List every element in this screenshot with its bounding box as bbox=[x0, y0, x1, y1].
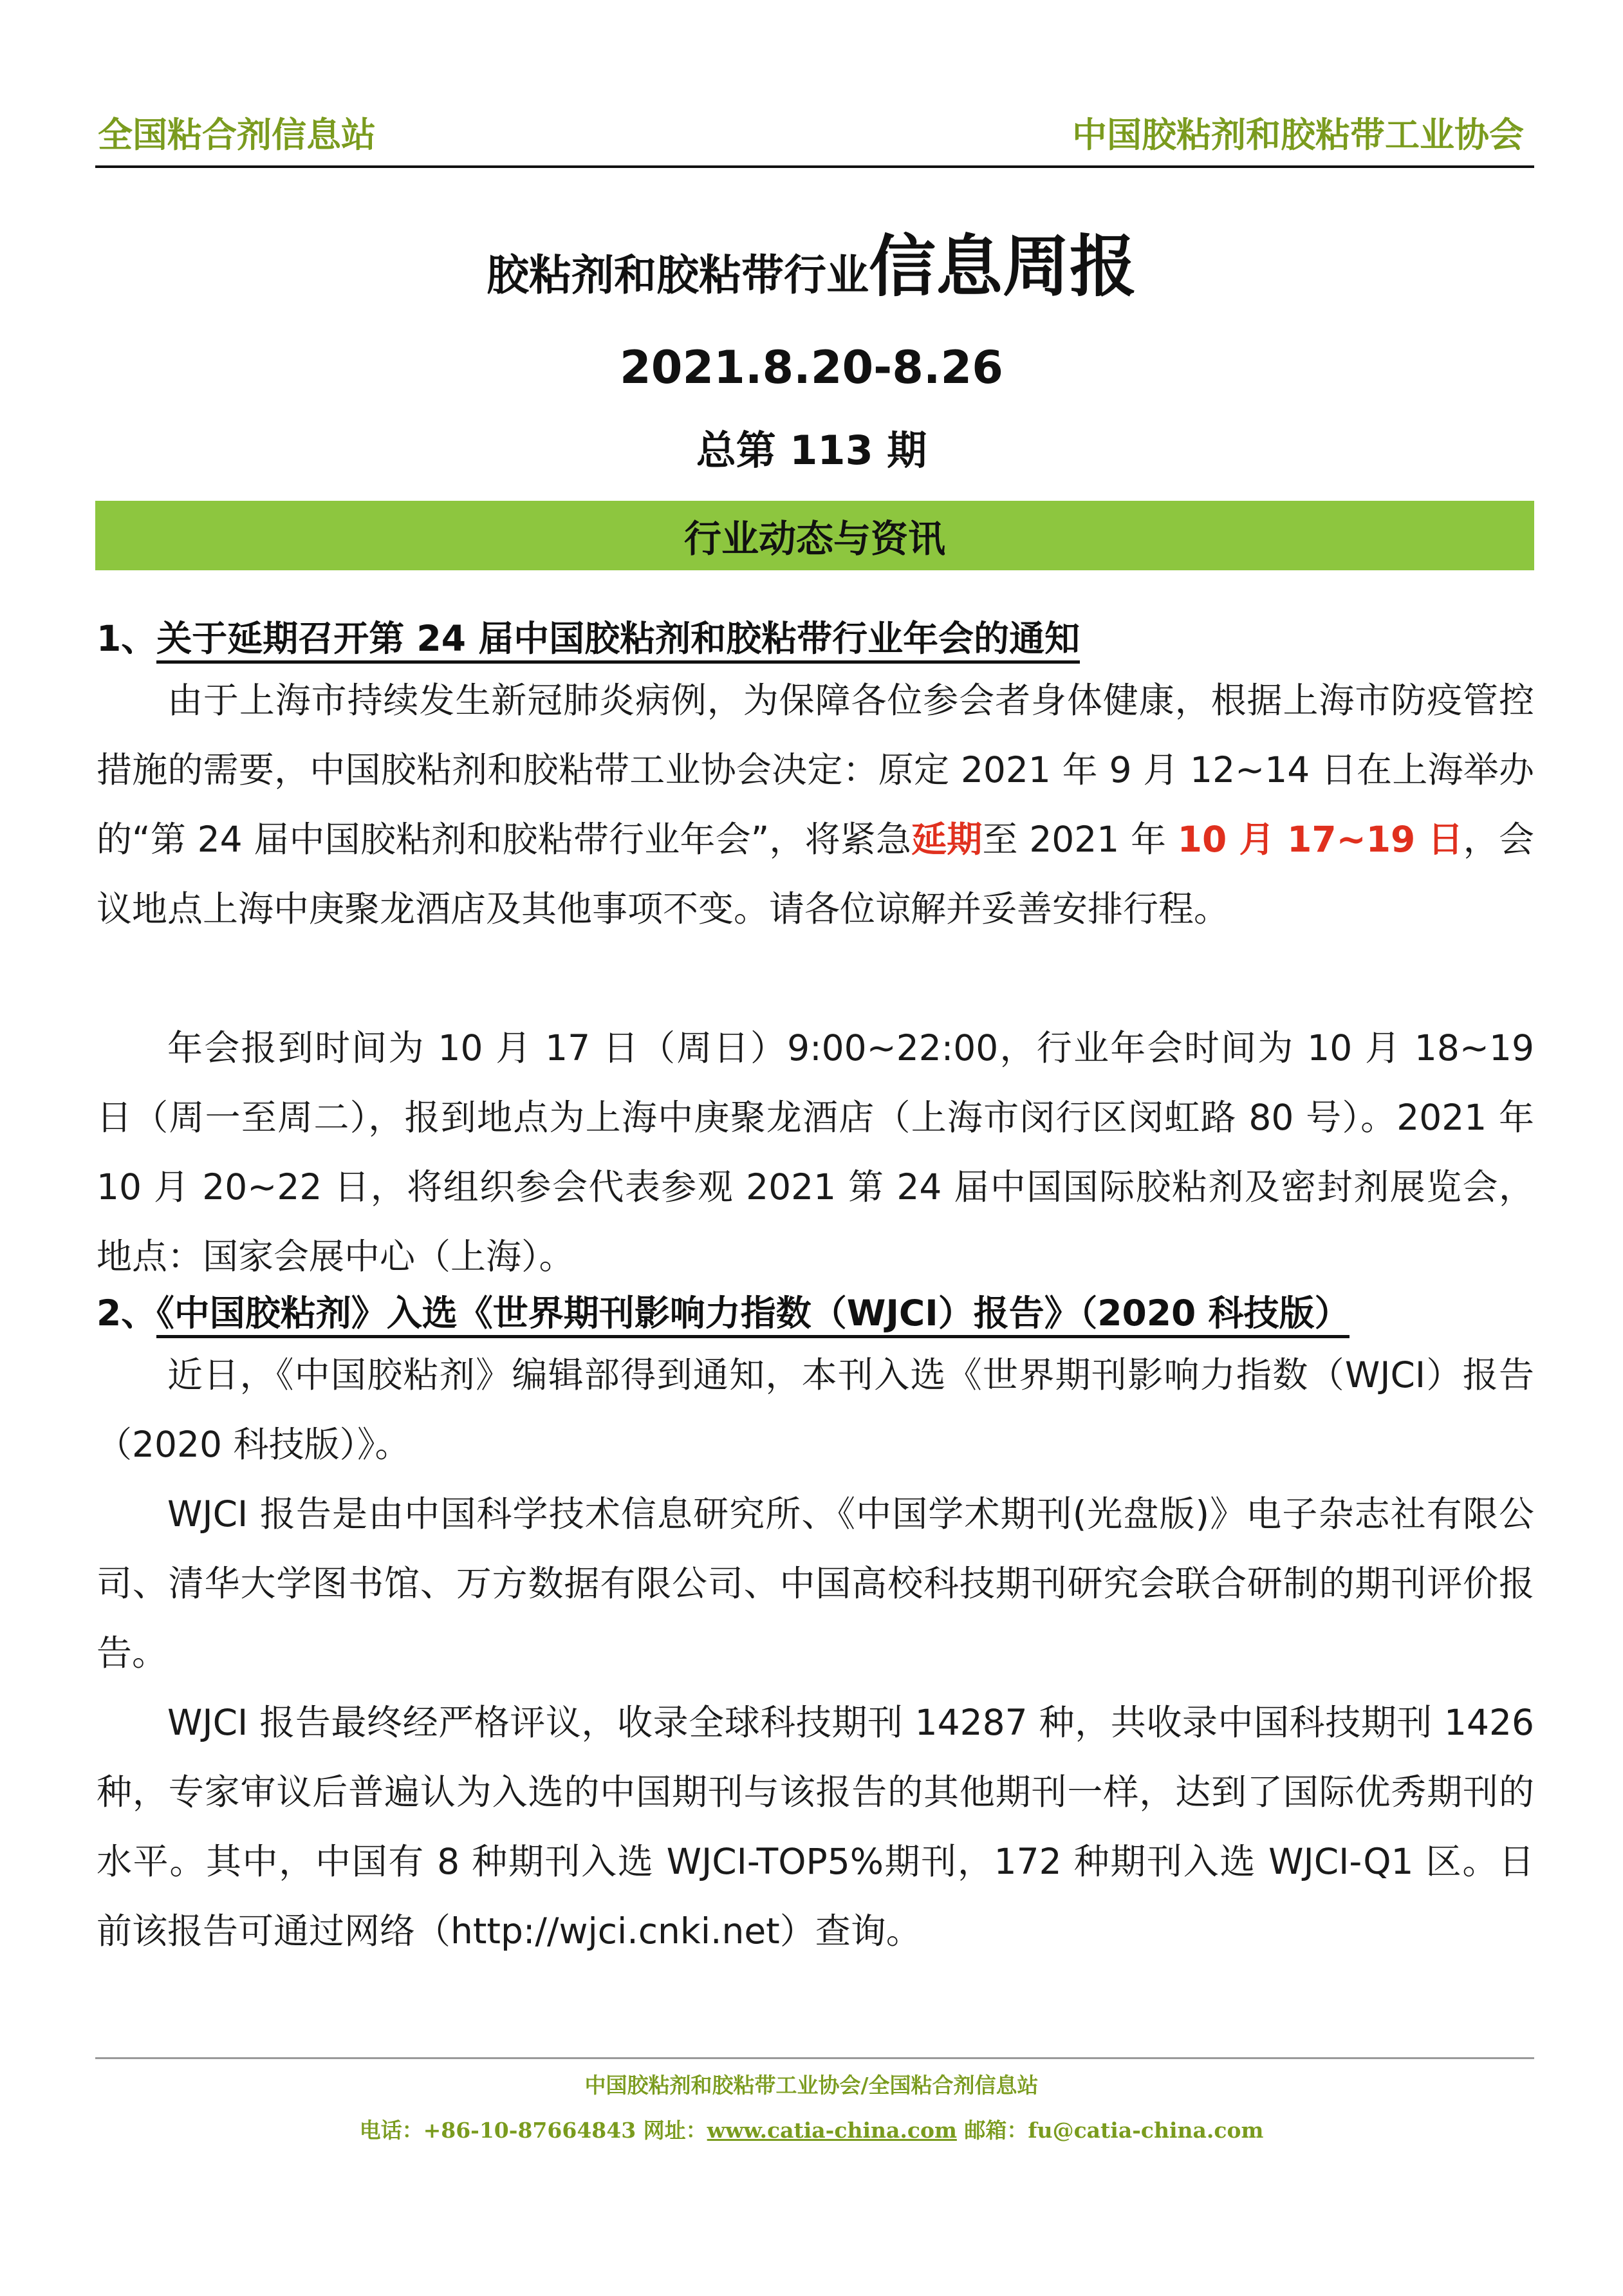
article2-paragraph1: 近日，《中国胶粘剂》编辑部得到通知，本刊入选《世界期刊影响力指数（WJCI）报告（2020 科技版）》。 bbox=[97, 1354, 1534, 1465]
header-right-org: 中国胶粘剂和胶粘带工业协会 bbox=[1072, 115, 1524, 155]
footer-divider bbox=[95, 2057, 1534, 2059]
postponed-highlight: 延期 bbox=[911, 819, 983, 860]
date-range: 2021.8.20-8.26 bbox=[620, 341, 1003, 394]
article1-paragraph1 bbox=[97, 666, 1534, 944]
title-prefix: 胶粘剂和胶粘带行业 bbox=[486, 250, 869, 300]
article1-headline bbox=[97, 610, 1080, 661]
issue-number: 总第 113 期 bbox=[696, 427, 927, 474]
footer-website-link[interactable]: www.catia-china.com bbox=[707, 2118, 957, 2143]
article1-paragraph2: 年会报到时间为 10 月 17 日（周日）9:00~22:00，行业年会时间为 10 月 18~19 日（周一至周二），报到地点为上海中庚聚龙酒店（上海市闵行区闵虹路 80 号）。2021 年 10 月 20~22 日，将组织参会代表参观 2021 第 24 届中国国际胶粘剂及密封剂展览会，地点：国家会展中心（上海）。 bbox=[97, 1027, 1534, 1277]
footer-phone: 电话：+86-10-87664843 网址： bbox=[359, 2118, 707, 2143]
title-main: 信息周报 bbox=[868, 227, 1136, 306]
header-left-org: 全国粘合剂信息站 bbox=[98, 115, 376, 155]
new-date-highlight: 10 月 17~19 日 bbox=[1177, 819, 1463, 860]
article2-headline bbox=[97, 1285, 1349, 1336]
article1-p1-text-b: 至 2021 年 bbox=[982, 819, 1178, 860]
article1-number: 1、 bbox=[97, 618, 157, 659]
article2-number: 2、 bbox=[97, 1293, 157, 1334]
footer-org-line: 中国胶粘剂和胶粘带工业协会/全国粘合剂信息站 bbox=[584, 2073, 1039, 2098]
article2-paragraph2: WJCI 报告是由中国科学技术信息研究所、《中国学术期刊(光盘版)》电子杂志社有限公司、清华大学图书馆、万方数据有限公司、中国高校科技期刊研究会联合研制的期刊评价报告。 bbox=[97, 1493, 1534, 1674]
article2-title: 《中国胶粘剂》入选《世界期刊影响力指数（WJCI）报告》（2020 科技版） bbox=[156, 1293, 1349, 1338]
section-banner: 行业动态与资讯 bbox=[95, 501, 1534, 570]
page-header bbox=[95, 115, 1528, 166]
article1-title: 关于延期召开第 24 届中国胶粘剂和胶粘带行业年会的通知 bbox=[156, 618, 1080, 664]
footer-contact-line bbox=[0, 2114, 1623, 2144]
footer-email: 邮箱：fu@catia-china.com bbox=[956, 2118, 1264, 2143]
article1-p1-text-c: ，会议地点上海中庚聚龙酒店及其他事项不变。请各位谅解并妥善安排行程。 bbox=[97, 819, 1534, 929]
header-divider bbox=[95, 165, 1534, 168]
article1-p1-text-a: 由于上海市持续发生新冠肺炎病例，为保障各位参会者身体健康，根据上海市防疫管控措施的需要，中国胶粘剂和胶粘带工业协会决定：原定 2021 年 9 月 12~14 日在上海举办的“第 24 届中国胶粘剂和胶粘带行业年会”，将紧急 bbox=[97, 680, 1534, 860]
document-title bbox=[0, 212, 1623, 309]
article2-paragraph3: WJCI 报告最终经严格评议，收录全球科技期刊 14287 种，共收录中国科技期刊 1426 种，专家审议后普遍认为入选的中国期刊与该报告的其他期刊一样，达到了国际优秀期刊的水平。其中，中国有 8 种期刊入选 WJCI-TOP5%期刊，172 种期刊入选 WJCI-Q1 区。日前该报告可通过网络（http://wjci.cnki.net）查询。 bbox=[97, 1702, 1534, 1952]
